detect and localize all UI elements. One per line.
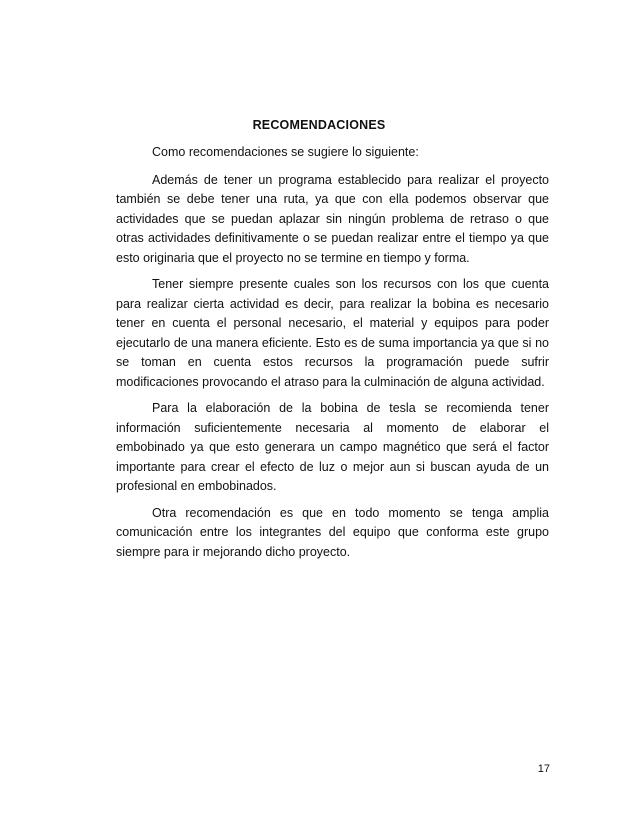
paragraph-3: Para la elaboración de la bobina de tesla se recomienda tener información suficientemente necesaria al momento de elaborar el embobinado ya que esto generara un campo magnético que será el factor importante para crear el efecto de luz o mejor aun si buscan ayuda de un profesional en embobinados.	[116, 401, 549, 493]
page-number: 17	[537, 763, 550, 775]
body-text	[116, 143, 549, 569]
paragraph-2: Tener siempre presente cuales son los recursos con los que cuenta para realizar cierta actividad es decir, para realizar la bobina es necesario tener en cuenta el personal necesario, el material y equipos para poder ejecutarlo de una manera eficiente. Esto es de suma importancia ya que si no se toman en cuenta estos recursos la programación puede sufrir modificaciones provocando el atraso para la culminación de alguna actividad.	[116, 277, 549, 389]
intro-paragraph: Como recomendaciones se sugiere lo siguiente:	[152, 145, 419, 159]
paragraph-1: Además de tener un programa establecido para realizar el proyecto también se debe tener una ruta, ya que con ella podemos observar que actividades que se puedan aplazar sin ningún problema de retraso o que otras actividades definitivamente o se puedan realizar entre el tiempo ya que esto originaria que el proyecto no se termine en tiempo y forma.	[116, 172, 549, 265]
section-heading: RECOMENDACIONES	[252, 118, 386, 132]
paragraph-4: Otra recomendación es que en todo momento se tenga amplia comunicación entre los integrantes del equipo que conforma este grupo siempre para ir mejorando dicho proyecto.	[116, 505, 549, 559]
